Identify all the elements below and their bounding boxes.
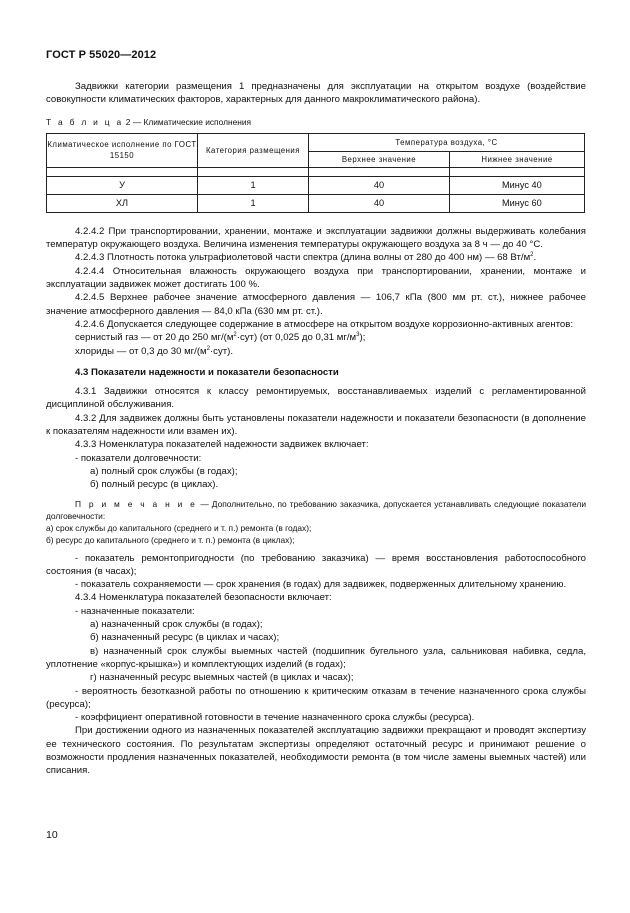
- paragraph-4-2-4-6: 4.2.4.6 Допускается следующее содержание в атмосфере на открытом воздухе коррозионно-активных агентов:: [75, 318, 574, 330]
- cell-upper: 40: [309, 176, 450, 194]
- section-title-4-3: 4.3 Показатели надежности и показатели безопасности: [75, 366, 339, 378]
- col-climate-header: Климатическое исполнение по ГОСТ 15150: [47, 133, 198, 167]
- page-number: 10: [46, 829, 58, 841]
- table-caption: [46, 116, 586, 129]
- assigned-c: в) назначенный срок службы выемных частей (подшипник бугельного узла, сальниковая набивка, седла, уплотнение «корпус-крышка») и комплектующих изделий (в годах);: [46, 645, 586, 670]
- note-paragraph: П р и м е ч а н и е — Дополнительно, по требованию заказчика, допускается устанавливать следующие показатели долговечности:: [46, 498, 586, 521]
- assigned-b: б) назначенный ресурс (в циклах и часах);: [90, 632, 280, 644]
- note-label: П р и м е ч а н и е: [75, 498, 198, 509]
- storability-item: - показатель сохраняемости — срок хранения (в годах) для задвижек, подверженных длительному хранению.: [75, 579, 567, 591]
- intro-paragraph: Задвижки категории размещения 1 предназначены для эксплуатации на открытом воздухе (воздействие совокупности климатических факторов, характерных для данного макроклиматического района).: [46, 81, 586, 106]
- paragraph-4-3-1: 4.3.1 Задвижки относятся к классу ремонтируемых, восстанавливаемых изделий с регламентированной дисциплиной обслуживания.: [46, 386, 586, 411]
- paragraph-4-3-3: 4.3.3 Номенклатура показателей надежности задвижек включает:: [75, 439, 369, 451]
- probability-item: - вероятность безотказной работы по отношению к критическим отказам в течение назначенного срока службы (ресурса);: [46, 685, 586, 710]
- assigned-item: - назначенные показатели:: [75, 605, 195, 617]
- readiness-item: - коэффициент оперативной готовности в течение назначенного срока службы (ресурса).: [75, 712, 475, 724]
- col-category-header: Категория размещения: [198, 133, 309, 167]
- durability-item: - показатели долговечности:: [75, 452, 202, 464]
- page-content: [46, 80, 586, 778]
- repairability-item: - показатель ремонтопригодности (по требованию заказчика) — время восстановления работоспособного состояния (в часах);: [46, 552, 586, 577]
- lower-value-header: Нижнее значение: [450, 151, 585, 167]
- agent-sulfur-dioxide: сернистый газ — от 20 до 250 $мг/(м^2\cdot сут)$ (от 0,025 до 0,31 $мг/м^3$);: [75, 332, 366, 344]
- paragraph-4-2-4-3: 4.2.4.3 Плотность потока ультрафиолетовой части спектра (длина волны от 280 до 400 нм) — 68 $Вт/м^2$.: [75, 252, 537, 264]
- temperature-header: Температура воздуха, °С: [309, 133, 585, 151]
- table-row: [47, 194, 585, 212]
- upper-value-header: Верхнее значение: [309, 151, 450, 167]
- cell-climate: У: [47, 176, 198, 194]
- cell-climate: ХЛ: [47, 194, 198, 212]
- table-row: [47, 176, 585, 194]
- cell-category: 1: [198, 194, 309, 212]
- table-caption-label: Т а б л и ц а: [46, 116, 124, 127]
- paragraph-4-2-4-2: 4.2.4.2 При транспортировании, хранении, монтаже и эксплуатации задвижки должны выдерживать колебания температур окружающего воздуха. Величина изменения температуры окружающего воздуха за 8 ч — до 40 °С.: [46, 225, 586, 251]
- note-item-b: б) ресурс до капитального (среднего и т. п.) ремонта (в циклах);: [46, 534, 295, 545]
- paragraph-4-3-4: 4.3.4 Номенклатура показателей безопасности включает:: [75, 592, 332, 604]
- standard-header: ГОСТ Р 55020—2012: [46, 49, 157, 61]
- cell-lower: Минус 60: [450, 194, 585, 212]
- note-item-a: а) срок службы до капитального (среднего и т. п.) ремонта (в годах);: [46, 522, 312, 533]
- cell-upper: 40: [309, 194, 450, 212]
- assigned-d: г) назначенный ресурс выемных частей (в циклах и часах);: [90, 672, 354, 684]
- durability-a: а) полный срок службы (в годах);: [90, 465, 238, 477]
- paragraph-4-2-4-4: 4.2.4.4 Относительная влажность окружающего воздуха при транспортировании, хранении, монтаже и эксплуатации задвижек может достигать 100 %.: [46, 265, 586, 291]
- agent-chlorides: хлориды — от 0,3 до 30 $мг/(м^2\cdot сут)$.: [75, 345, 234, 357]
- climate-table: [46, 133, 585, 213]
- table-caption-text: 2 — Климатические исполнения: [125, 116, 252, 127]
- paragraph-4-3-2: 4.3.2 Для задвижек должны быть установлены показатели надежности и показатели безопасности (в дополнение к показателям надежности или взамен их).: [46, 412, 586, 438]
- final-paragraph: При достижении одного из назначенных показателей эксплуатацию задвижки прекращают и проводят экспертизу ее технического состояния. По результатам экспертизы определяют остаточный ресурс и принимают решение о возможности продления назначенных показателей, необходимости ремонта (в том числе замены выемных частей) или списания.: [46, 725, 586, 777]
- cell-lower: Минус 40: [450, 176, 585, 194]
- cell-category: 1: [198, 176, 309, 194]
- assigned-a: а) назначенный срок службы (в годах);: [90, 619, 263, 631]
- paragraph-4-2-4-5: 4.2.4.5 Верхнее рабочее значение атмосферного давления — 106,7 кПа (800 мм рт. ст.), нижнее рабочее значение атмосферного давления — 84,0 кПа (630 мм рт. ст.).: [46, 292, 586, 317]
- durability-b: б) полный ресурс (в циклах).: [90, 479, 219, 491]
